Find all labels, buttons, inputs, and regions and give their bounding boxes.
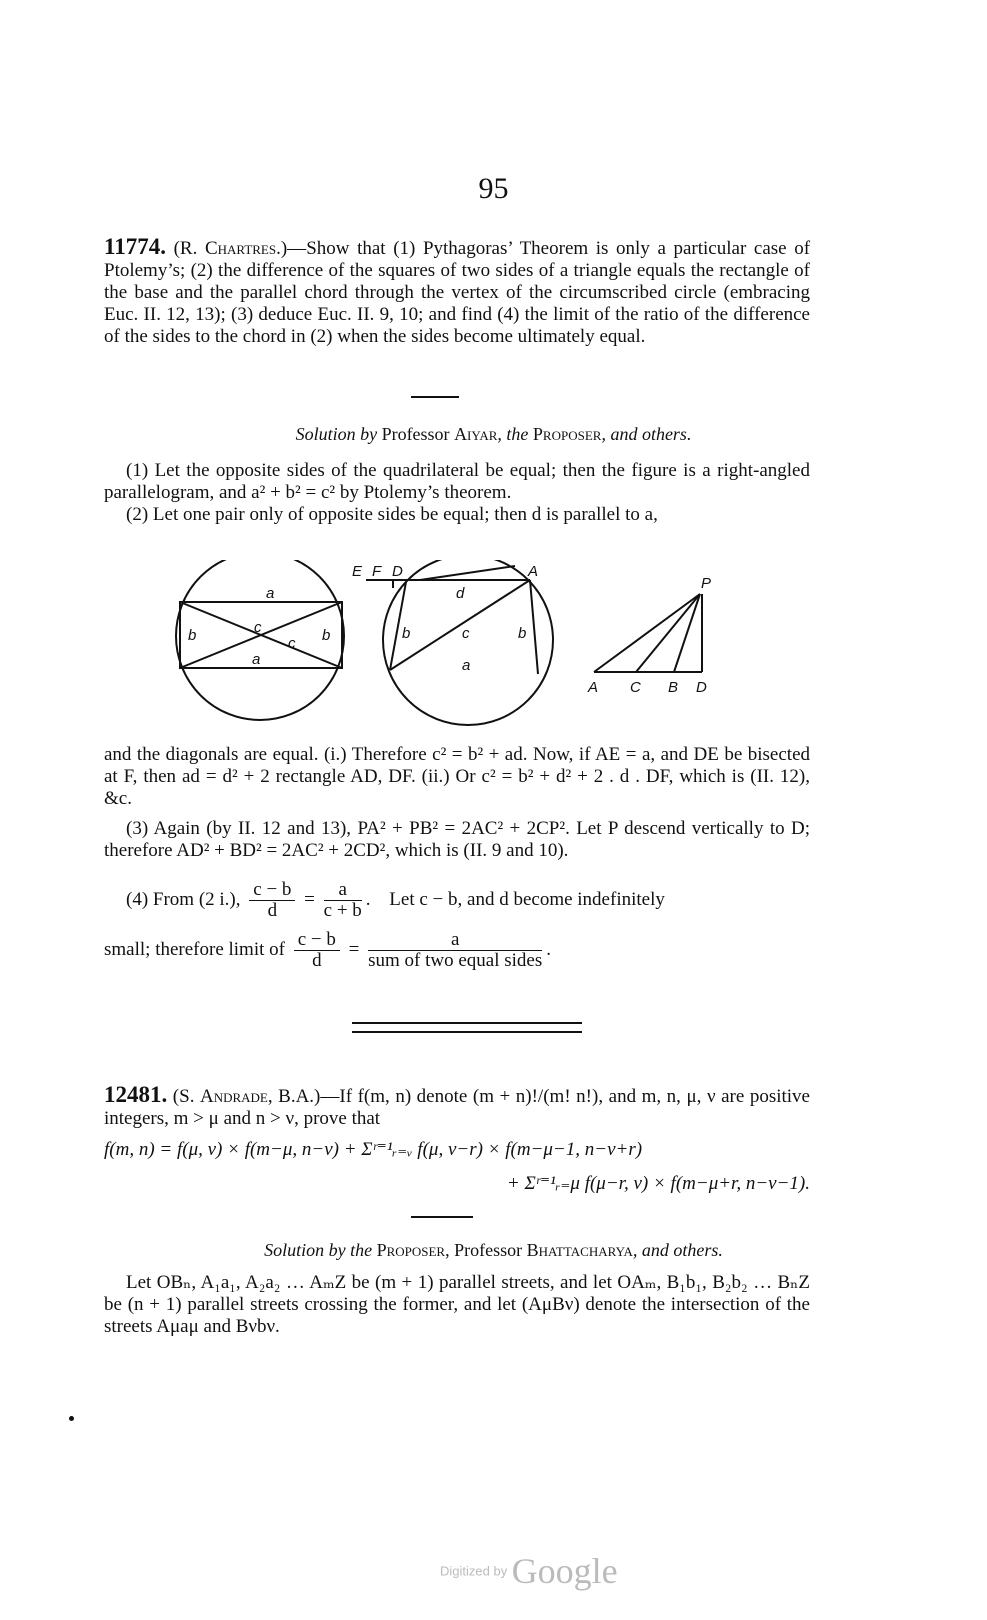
stray-dot (69, 1416, 74, 1421)
author-close: , B.A.)— (267, 1086, 340, 1107)
author-open: (S. (172, 1086, 200, 1107)
fig3-label-A: A (588, 679, 599, 696)
fraction-denominator: d (312, 950, 322, 971)
solution-heading-2 (0, 1240, 987, 1261)
solution-para-4: (3) Again (by II. 12 and 13), PA² + PB² = 2AC² + 2CP². Let P descend vertically to D; therefore AD² + BD² = 2AC² + 2CD², which is (II. 9 and 10). (104, 818, 810, 861)
solution-prof: Professor (381, 424, 450, 444)
fig1-label-b-left: b (188, 627, 197, 644)
solution-heading-1 (0, 424, 987, 445)
fraction-cb-over-d (249, 880, 295, 921)
equals-sign: = (304, 888, 315, 910)
solution-para-2: (2) Let one pair only of opposite sides be equal; then d is parallel to a, (126, 504, 658, 525)
fraction-denominator: d (267, 900, 278, 921)
problem-11774 (104, 236, 810, 348)
problem-text: If f(m, n) denote (m + n)!/(m! n!), and m, n, μ, ν are positive integers, m > μ and n > ν, prove that (104, 1086, 810, 1129)
solution-para-5: (4) From (2 i.), $\frac{c - b}{d}$ = $\frac{a}{c + b}$ . Let c − b, and d become indefinitely (126, 879, 665, 921)
fig2-label-a: a (462, 657, 471, 674)
solution-proposer: Proposer (376, 1240, 446, 1260)
para6-lead: small; therefore limit of (104, 938, 285, 960)
solution-proposer: Proposer (532, 424, 602, 444)
formula-line-1: f(m, n) = f(μ, ν) × f(m−μ, n−ν) + Σʳ⁼¹ᵣ₌ᵥ f(μ, ν−r) × f(m−μ−1, n−ν+r) (104, 1139, 643, 1160)
fraction-limit (294, 930, 340, 971)
watermark-small: Digitized by (440, 1563, 508, 1579)
page-number: 95 (478, 172, 509, 205)
solution-lead: Solution by (295, 424, 378, 444)
formula-line-2: + Σʳ⁼¹ᵣ₌μ f(μ−r, ν) × f(m−μ+r, n−ν−1). (506, 1173, 810, 1194)
fig2-label-b-right: b (518, 625, 527, 642)
solution-name: Bhattacharya (526, 1240, 633, 1260)
solution-prof: , Professor (445, 1240, 523, 1260)
fig2-label-c: c (462, 625, 470, 642)
fig1-label-c2: c (288, 635, 296, 652)
fig3-label-D: D (696, 679, 707, 696)
fraction-numerator: a (324, 880, 362, 901)
problem-number: 12481. (104, 1082, 168, 1107)
author-open: (R. (173, 238, 205, 259)
fig2-label-A: A (528, 563, 539, 580)
author-name: Andrade (199, 1086, 268, 1107)
fraction-denominator: c + b (323, 900, 362, 921)
fig2-label-E: E (352, 563, 363, 580)
solution-lead: Solution by the (264, 1240, 373, 1260)
fig1-label-a-top: a (266, 585, 275, 602)
para5-lead: (4) From (2 i.), (126, 888, 241, 910)
solution-others: , and others. (601, 424, 692, 444)
solution2-paragraph: Let OBₙ, A₁a₁, A₂a₂ … AₘZ be (m + 1) parallel streets, and let OAₘ, B₁b₁, B₂b₂ … BₙZ be (n + 1) parallel streets crossing the former, and let (AμBν) denote the intersection of the streets Aμaμ and Bνbν. (104, 1272, 810, 1337)
problem-12481 (104, 1084, 810, 1130)
problem-text: Show that (1) Pythagoras’ Theorem is only a particular case of Ptolemy’s; (2) the difference of the squares of two sides of a triangle equals the rectangle of the base and the parallel chord through the vertex of the circumscribed circle (embracing Euc. II. 12, 13); (3) deduce Euc. II. 9, 10; and find (4) the limit of the ratio of the difference of the sides to the chord in (2) when the sides become ultimately equal. (104, 238, 811, 347)
fig2-label-D: D (392, 563, 403, 580)
solution-para-6: small; therefore limit of $\frac{c - b}{d}$ = $\frac{a}{\text{sum of two equal sides}}$ . (104, 929, 552, 971)
google-logo: Google (511, 1551, 618, 1591)
fig3-label-C: C (630, 679, 641, 696)
fig3-label-B: B (668, 679, 679, 696)
solution-the: , the (497, 424, 529, 444)
fig1-label-b-right: b (322, 627, 331, 644)
fraction-numerator: a (368, 930, 542, 951)
geometry-figures (170, 560, 770, 730)
double-rule (352, 1022, 582, 1033)
fig1-label-c1: c (254, 619, 262, 636)
fraction-numerator: c − b (249, 880, 295, 901)
problem-number: 11774. (104, 234, 166, 259)
short-rule (411, 1216, 473, 1218)
solution-others: , and others. (632, 1240, 723, 1260)
solution-para-1: (1) Let the opposite sides of the quadrilateral be equal; then the figure is a right-angled parallelogram, and a² + b² = c² by Ptolemy’s theorem. (104, 460, 810, 503)
fraction-denominator: sum of two equal sides (368, 950, 543, 971)
fig2-label-b-left: b (402, 625, 411, 642)
para5-tail: Let c − b, and d become indefinitely (389, 888, 665, 910)
fraction-a-over-cplusb (324, 880, 362, 921)
equals-sign: = (348, 938, 360, 960)
fig2-label-F: F (372, 563, 382, 580)
fig1-label-a-bottom: a (252, 651, 261, 668)
author-close: .)— (276, 238, 307, 259)
short-rule (411, 396, 459, 398)
fig2-label-d: d (456, 585, 465, 602)
fraction-a-over-sum (368, 930, 542, 971)
solution-para-3: and the diagonals are equal. (i.) Therefore c² = b² + ad. Now, if AE = a, and DE be bisected at F, then ad = d² + 2 rectangle AD, DF. (ii.) Or c² = b² + d² + 2 . d . DF, which is (II. 12), &c. (104, 744, 810, 809)
solution-name: Aiyar (454, 424, 498, 444)
fraction-numerator: c − b (294, 930, 340, 951)
digitized-watermark (440, 1550, 670, 1596)
fig3-label-P: P (701, 575, 712, 592)
author-name: Chartres (204, 238, 277, 259)
